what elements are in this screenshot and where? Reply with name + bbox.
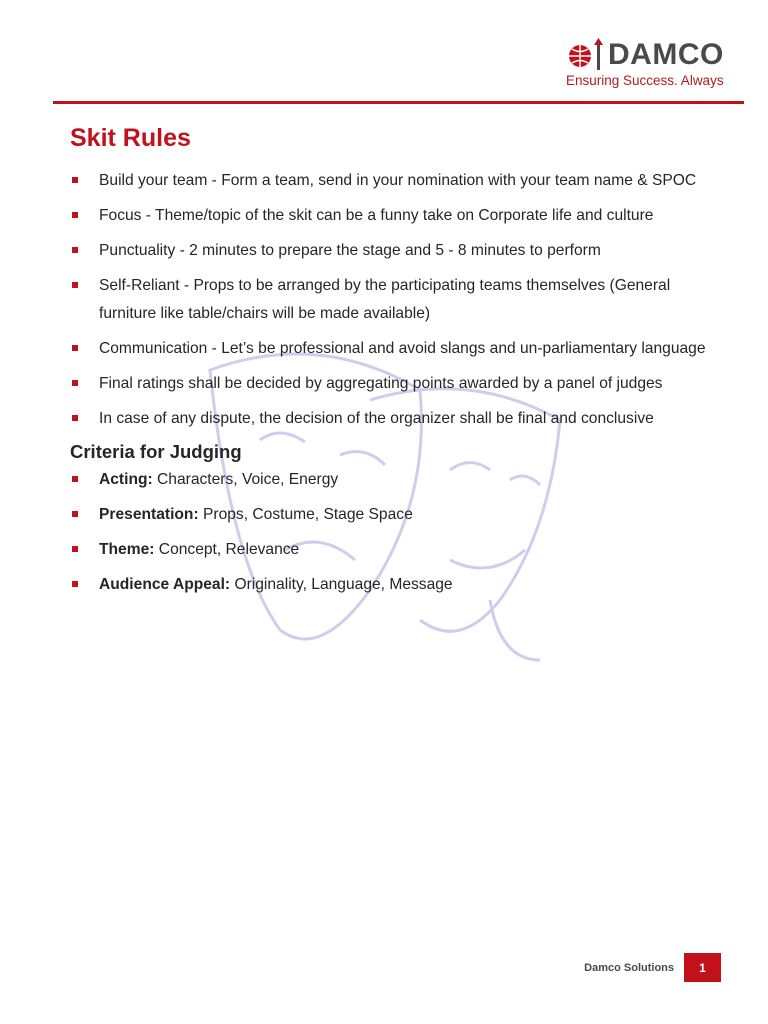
bullet-square-icon xyxy=(72,581,78,587)
bullet-square-icon xyxy=(72,511,78,517)
globe-pin-icon xyxy=(566,38,606,74)
list-item: Self-Reliant - Props to be arranged by the participating teams themselves (General furniture like table/chairs will be made available) xyxy=(70,272,730,328)
list-item: Focus - Theme/topic of the skit can be a funny take on Corporate life and culture xyxy=(70,202,730,230)
rules-list xyxy=(70,167,730,433)
list-item: Final ratings shall be decided by aggregating points awarded by a panel of judges xyxy=(70,370,730,398)
criteria-label: Presentation: xyxy=(99,506,199,523)
bullet-square-icon xyxy=(72,415,78,421)
brand-tagline: Ensuring Success. Always xyxy=(566,73,724,88)
bullet-square-icon xyxy=(72,345,78,351)
list-item xyxy=(70,501,730,529)
criteria-list xyxy=(70,466,730,599)
criteria-heading: Criteria for Judging xyxy=(70,441,242,462)
list-item: Build your team - Form a team, send in your nomination with your team name & SPOC xyxy=(70,167,730,195)
footer-company: Damco Solutions xyxy=(584,962,674,974)
criteria-label: Theme: xyxy=(99,541,155,558)
list-item xyxy=(70,466,730,494)
bullet-square-icon xyxy=(72,247,78,253)
company-logo xyxy=(566,38,746,94)
page-number-badge: 1 xyxy=(684,953,721,982)
bullet-square-icon xyxy=(72,476,78,482)
list-item: Communication - Let’s be professional and avoid slangs and un-parliamentary language xyxy=(70,335,730,363)
bullet-square-icon xyxy=(72,177,78,183)
list-item xyxy=(70,536,730,564)
header-divider xyxy=(53,101,744,104)
bullet-square-icon xyxy=(72,380,78,386)
brand-name: DAMCO xyxy=(608,38,724,71)
criteria-text: Originality, Language, Message xyxy=(230,576,453,593)
list-item xyxy=(70,571,730,599)
bullet-square-icon xyxy=(72,546,78,552)
criteria-text: Props, Costume, Stage Space xyxy=(198,506,413,523)
criteria-text: Concept, Relevance xyxy=(154,541,300,558)
page-title: Skit Rules xyxy=(70,124,191,152)
list-item: In case of any dispute, the decision of the organizer shall be final and conclusive xyxy=(70,405,730,433)
criteria-text: Characters, Voice, Energy xyxy=(152,471,339,488)
criteria-label: Acting: xyxy=(99,471,153,488)
list-item: Punctuality - 2 minutes to prepare the stage and 5 - 8 minutes to perform xyxy=(70,237,730,265)
criteria-label: Audience Appeal: xyxy=(99,576,231,593)
bullet-square-icon xyxy=(72,282,78,288)
document-body xyxy=(70,124,730,606)
bullet-square-icon xyxy=(72,212,78,218)
